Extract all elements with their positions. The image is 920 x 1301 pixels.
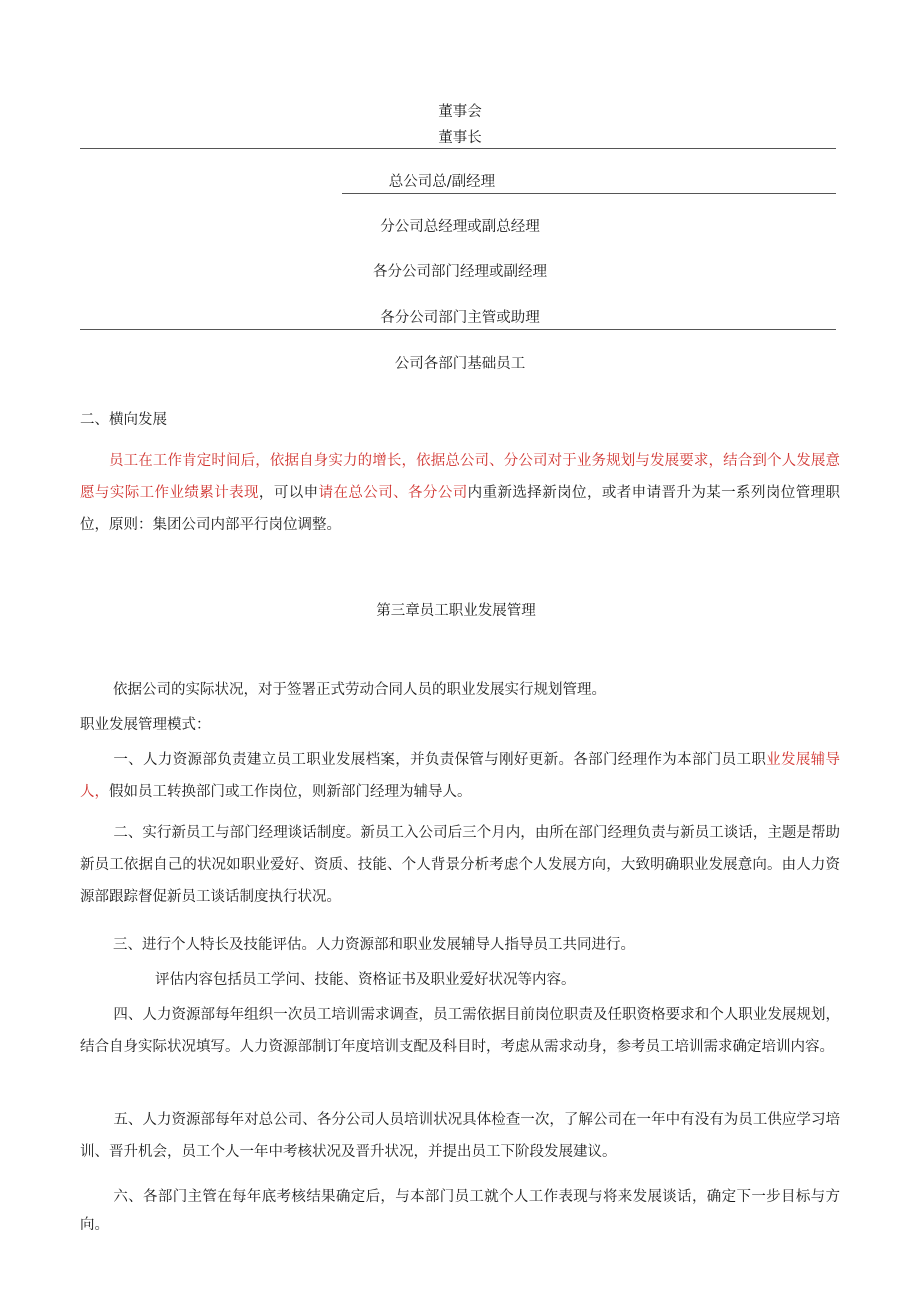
item-1: [80, 744, 840, 808]
org-general-manager: 总公司总/副经理: [388, 174, 496, 190]
item-3-sub: 评估内容包括员工学问、技能、资格证书及职业爱好状况等内容。: [155, 972, 576, 988]
body-text: 假如员工转换部门或工作岗位，则新部门经理为辅导人。: [109, 784, 472, 800]
org-dept-supervisor: 各分公司部门主管或助理: [380, 310, 540, 326]
org-staff: 公司各部门基础员工: [394, 356, 526, 372]
mode-label: 职业发展管理模式：: [80, 717, 211, 733]
item-4: 四、人力资源部每年组织一次员工培训需求调查，员工需依据目前岗位职责及任职资格要求和个人职业发展规划，结合自身实际状况填写。人力资源部制订年度培训支配及科目时，考虑从需求动身，参考员工培训需求确定培训内容。: [80, 1007, 840, 1055]
body-text: 内重新选择新岗位，或者申请晋升为某一系列岗位管理职位，原则：集团公司内部平行岗位调整。: [80, 485, 841, 533]
org-board: 董事会: [438, 104, 482, 120]
org-branch-manager: 分公司总经理或副总经理: [380, 219, 540, 235]
highlight-text: 请在总公司、各分公司: [318, 485, 468, 501]
org-dept-manager: 各分公司部门经理或副经理: [373, 264, 547, 280]
section-heading: 二、横向发展: [80, 412, 167, 428]
body-text: 一、人力资源部负责建立员工职业发展档案，并负责保管与刚好更新。各部门经理作为本部门员工职: [113, 752, 767, 768]
horizontal-paragraph: [80, 445, 840, 541]
divider-line: [80, 148, 836, 149]
highlight-text: 员工在工作肯定时间后，依据自身实力的增长，依据总公司、分公司对于业务规划与发展要求，结合到个人发展意愿与实际工作业绩累计表现: [80, 453, 840, 501]
item-5: 五、人力资源部每年对总公司、各分公司人员培训状况具体检查一次，了解公司在一年中有没有为员工供应学习培训、晋升机会，员工个人一年中考核状况及晋升状况，并提出员工下阶段发展建议。: [80, 1112, 840, 1160]
item-3: 三、进行个人特长及技能评估。人力资源部和职业发展辅导人指导员工共同进行。: [113, 937, 635, 953]
intro-paragraph: 依据公司的实际状况，对于签署正式劳动合同人员的职业发展实行规划管理。: [113, 682, 606, 698]
org-chairman: 董事长: [438, 130, 482, 146]
item-2: 二、实行新员工与部门经理谈话制度。新员工入公司后三个月内，由所在部门经理负责与新员工谈话，主题是帮助新员工依据自己的状况如职业爱好、资质、技能、个人背景分析考虑个人发展方向，大致明确职业发展意向。由人力资源部跟踪督促新员工谈话制度执行状况。: [80, 825, 840, 905]
divider-line: [80, 329, 836, 330]
highlight-text: 业发展辅导人，: [80, 752, 841, 800]
chapter-title: 第三章员工职业发展管理: [376, 603, 536, 619]
item-6: 六、各部门主管在每年底考核结果确定后，与本部门员工就个人工作表现与将来发展谈话，确定下一步目标与方向。: [80, 1189, 840, 1233]
divider-line: [342, 193, 836, 194]
body-text: ，可以申: [258, 485, 319, 501]
